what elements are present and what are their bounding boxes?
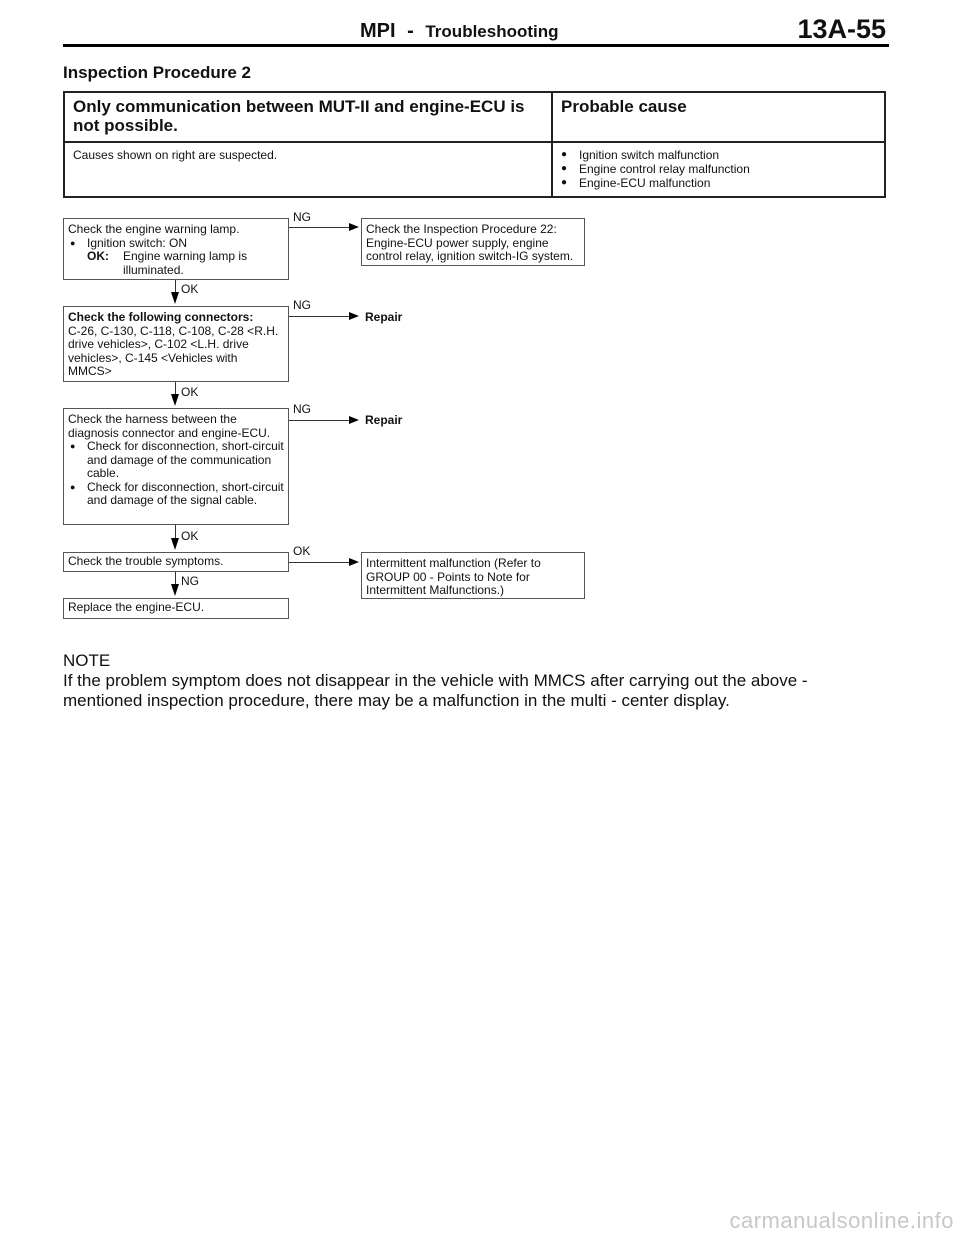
step-1-ok-criteria — [87, 250, 284, 277]
step-4-ok-connector — [289, 562, 353, 563]
cause-item: ● Engine-ECU malfunction — [561, 176, 876, 190]
step-3-bullet: ● Check for disconnection, short-circuit and damage of the signal cable. — [68, 481, 284, 508]
step-1-ok-label: OK: — [87, 249, 109, 263]
probable-cause-list — [561, 148, 876, 190]
header-section: Troubleshooting — [425, 22, 559, 41]
step-1-ng-connector — [289, 227, 353, 228]
note-text: If the problem symptom does not disappear in the vehicle with MMCS after carrying out the above - mentioned inspection procedure, there may be a malfunction in the multi - center display. — [63, 671, 808, 710]
step-3-text: Check the harness between the diagnosis connector and engine-ECU. — [68, 412, 271, 440]
problem-cause-table — [63, 91, 886, 198]
step-4-ok-label: OK — [293, 544, 311, 558]
problem-heading: Only communication between MUT-II and engine-ECU is not possible. — [64, 92, 552, 142]
step-2-ng-connector — [289, 316, 353, 317]
arrow-down-icon — [171, 394, 179, 406]
step-1-bullet: ● Ignition switch: ON — [68, 237, 284, 251]
note-section — [63, 651, 889, 711]
note-heading: NOTE — [63, 651, 111, 670]
probable-cause-heading: Probable cause — [552, 92, 885, 142]
step-1-ng-result: Check the Inspection Procedure 22: Engine-ECU power supply, engine control relay, ignition switch-IG system. — [366, 222, 574, 263]
arrow-right-icon — [349, 312, 359, 320]
arrow-right-icon — [349, 223, 359, 231]
header-rule — [63, 44, 889, 47]
header-separator: - — [407, 20, 414, 42]
step-2-ng-result: Repair — [365, 310, 403, 324]
step-4-ng-label: NG — [181, 574, 199, 588]
step-4-text: Check the trouble symptoms. — [68, 554, 224, 568]
step-2-ng-label: NG — [293, 298, 311, 312]
arrow-right-icon — [349, 416, 359, 424]
step-1-box — [63, 218, 289, 280]
step-2-heading: Check the following connectors: — [68, 310, 254, 324]
cause-item: ● Engine control relay malfunction — [561, 162, 876, 176]
step-2-text: C-26, C-130, C-118, C-108, C-28 <R.H. drive vehicles>, C-102 <L.H. drive vehicles>, C-145 <Vehicles with MMCS> — [68, 323, 279, 378]
step-2-ok-label: OK — [181, 385, 199, 399]
step-2-box — [63, 306, 289, 382]
page-header-title — [360, 20, 559, 43]
step-3-box — [63, 408, 289, 525]
cause-item: ● Ignition switch malfunction — [561, 148, 876, 162]
watermark: carmanualsonline.info — [729, 1208, 954, 1233]
arrow-down-icon — [171, 584, 179, 596]
step-3-ng-connector — [289, 420, 353, 421]
step-3-ng-result: Repair — [365, 413, 403, 427]
step-3-list — [68, 440, 284, 508]
step-5-text: Replace the engine-ECU. — [68, 600, 205, 614]
arrow-down-icon — [171, 538, 179, 550]
step-1-ng-result-box — [361, 218, 585, 266]
step-1-ok-text: Engine warning lamp is illuminated. — [123, 249, 248, 277]
step-1-list — [68, 237, 284, 251]
procedure-title: Inspection Procedure 2 — [63, 63, 251, 82]
arrow-down-icon — [171, 292, 179, 304]
step-1-ok-label: OK — [181, 282, 199, 296]
step-4-ok-result: Intermittent malfunction (Refer to GROUP 00 - Points to Note for Intermittent Malfunctions.) — [366, 556, 541, 597]
step-1-ng-label: NG — [293, 210, 311, 224]
arrow-right-icon — [349, 558, 359, 566]
step-4-box — [63, 552, 289, 572]
page-number: 13A-55 — [797, 14, 886, 44]
step-1-text: Check the engine warning lamp. — [68, 222, 240, 236]
step-3-ok-label: OK — [181, 529, 199, 543]
step-3-bullet: ● Check for disconnection, short-circuit and damage of the communication cable. — [68, 440, 284, 481]
step-4-ok-result-box — [361, 552, 585, 599]
problem-body: Causes shown on right are suspected. — [64, 142, 552, 197]
step-5-box — [63, 598, 289, 619]
probable-cause-list-cell — [552, 142, 885, 197]
step-3-ng-label: NG — [293, 402, 311, 416]
header-title: MPI — [360, 20, 396, 42]
